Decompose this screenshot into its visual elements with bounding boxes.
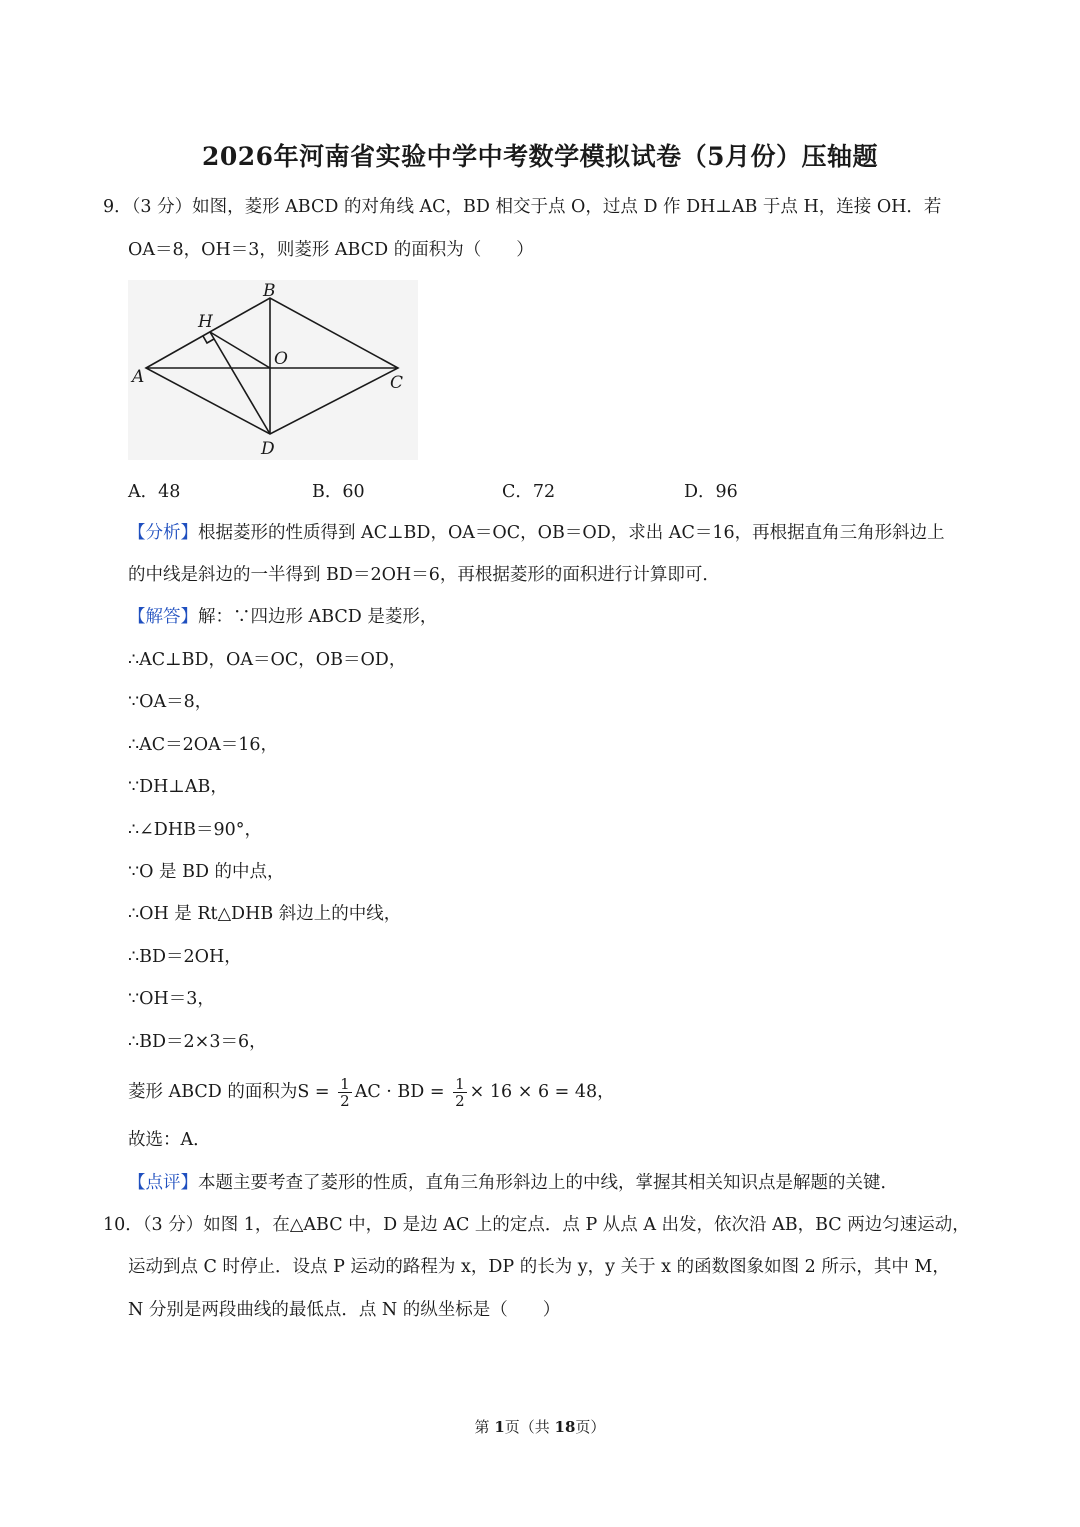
footer-total-pages: 18 — [554, 1418, 576, 1436]
step-line: ∴OH 是 Rt△DHB 斜边上的中线， — [128, 904, 402, 924]
analysis-line-2: 的中线是斜边的一半得到 BD＝2OH＝6，再根据菱形的面积进行计算即可． — [128, 565, 720, 585]
answer-line-1 — [128, 604, 437, 630]
fraction-half — [453, 1076, 467, 1109]
option-c: C．72 — [502, 482, 556, 502]
q10-stem-line-1: 10．（3 分）如图 1，在△ABC 中，D 是边 AC 上的定点．点 P 从点 A 出发，依次沿 AB，BC 两边匀速运动， — [103, 1215, 970, 1235]
review-tag: 【点评】 — [128, 1173, 198, 1193]
step-line: ∵DH⊥AB， — [128, 777, 228, 797]
label-c: C — [390, 373, 404, 393]
step-line: ∵OA＝8， — [128, 692, 213, 712]
fraction-denominator: 2 — [455, 1092, 465, 1110]
step-line: ∴AC＝2OA＝16， — [128, 735, 279, 755]
review-text: 本题主要考查了菱形的性质，直角三角形斜边上的中线，掌握其相关知识点是解题的关键． — [198, 1173, 898, 1193]
fraction-denominator: 2 — [340, 1092, 350, 1110]
footer-post: 页） — [575, 1418, 606, 1436]
label-h: H — [198, 312, 213, 332]
area-prefix: 菱形 ABCD 的面积为S = — [128, 1082, 336, 1102]
answer-tag: 【解答】 — [128, 607, 198, 627]
page-title: 2026年河南省实验中学中考数学模拟试卷（5月份）压轴题 — [202, 142, 878, 171]
analysis-text-1: 根据菱形的性质得到 AC⊥BD，OA＝OC，OB＝OD，求出 AC＝16，再根据直角三角形斜边上 — [198, 523, 945, 543]
step-line: ∴BD＝2OH， — [128, 947, 242, 967]
answer-text-1: 解：∵四边形 ABCD 是菱形， — [198, 607, 438, 627]
q10-stem-line-3: N 分别是两段曲线的最低点．点 N 的纵坐标是（ ） — [128, 1300, 561, 1320]
option-b: B．60 — [312, 482, 365, 502]
step-line: ∵O 是 BD 的中点， — [128, 862, 285, 882]
footer-page-number: 1 — [494, 1418, 505, 1436]
step-line: ∴BD＝2×3＝6， — [128, 1032, 267, 1052]
choose-line: 故选：A． — [128, 1130, 211, 1150]
q9-stem-line-2: OA＝8，OH＝3，则菱形 ABCD 的面积为（ ） — [128, 240, 534, 260]
rhombus-figure — [128, 280, 418, 460]
step-line: ∴∠DHB＝90°， — [128, 820, 262, 840]
area-mid: AC · BD = — [354, 1082, 451, 1102]
fraction-numerator: 1 — [455, 1075, 465, 1093]
option-d: D．96 — [684, 482, 738, 502]
fraction-half — [338, 1076, 352, 1109]
area-formula-line — [128, 1074, 615, 1110]
fraction-numerator: 1 — [340, 1075, 350, 1093]
label-d: D — [261, 439, 275, 459]
analysis-tag: 【分析】 — [128, 523, 198, 543]
option-a: A．48 — [128, 482, 181, 502]
analysis-line-1 — [128, 520, 945, 546]
step-line: ∵OH＝3， — [128, 989, 215, 1009]
area-suffix: × 16 × 6 = 48， — [469, 1082, 615, 1102]
label-o: O — [274, 349, 288, 369]
label-a: A — [132, 367, 145, 387]
label-b: B — [263, 281, 276, 301]
footer-pre: 第 — [474, 1418, 495, 1436]
q9-stem-line-1: 9．（3 分）如图，菱形 ABCD 的对角线 AC，BD 相交于点 O，过点 D 作 DH⊥AB 于点 H，连接 OH．若 — [103, 197, 942, 217]
review-line — [128, 1170, 898, 1196]
q10-stem-line-2: 运动到点 C 时停止．设点 P 运动的路程为 x，DP 的长为 y，y 关于 x 的函数图象如图 2 所示，其中 M， — [128, 1257, 950, 1277]
step-line: ∴AC⊥BD，OA＝OC，OB＝OD， — [128, 650, 407, 670]
footer-mid: 页（共 — [504, 1418, 555, 1436]
page-footer — [0, 1416, 1080, 1437]
